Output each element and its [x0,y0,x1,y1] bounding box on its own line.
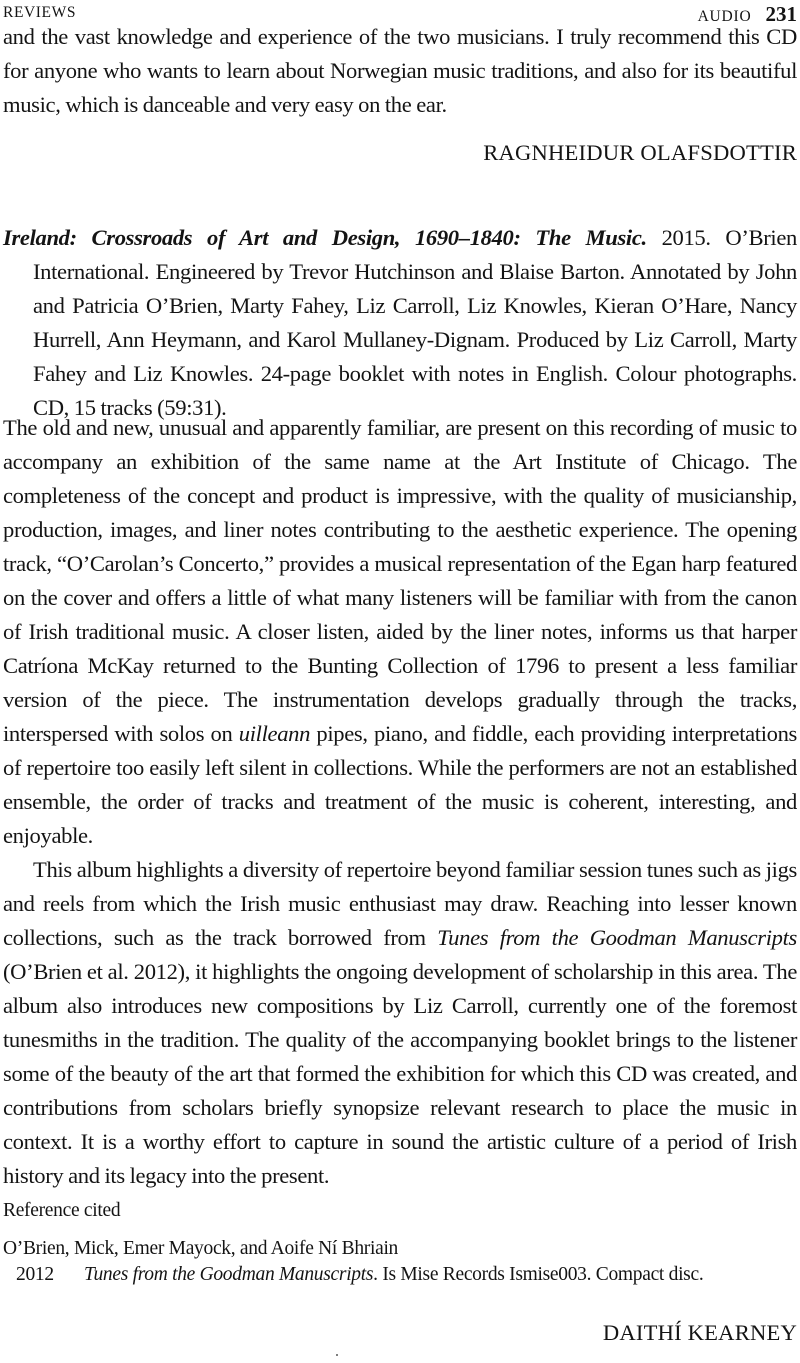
references-heading: Reference cited [3,1200,121,1221]
paragraph-text: The old and new, unusual and apparently familiar, are present on this recording of music to accompany an exhibition of the same name at the Art Institute of Chicago. The completeness of the concept and product is impressive, with the quality of musicianship, production, images, and liner notes contributing to the aesthetic experience. The opening track, “O’Carolan’s Concerto,” provides a musical representation of the Egan harp featured on the cover and offers a little of what many listeners will be familiar with from the canon of Irish traditional music. A closer listen, aided by the liner notes, informs us that harper Catríona McKay returned to the Bunting Collection of 1796 to present a less familiar version of the piece. The instrumentation develops gradually through the tracks, interspersed with solos on [3,415,797,746]
reference-year: 2012 [16,1264,54,1285]
reference-authors: O’Brien, Mick, Emer Mayock, and Aoife Ní Bhriain [3,1238,399,1259]
previous-review-closing [3,20,797,122]
album-details: 2015. O’Brien International. Engineered by Trevor Hutchinson and Blaise Barton. Annotated by John and Patricia O’Brien, Marty Fahey, Liz Carroll, Liz Knowles, Kieran O’Hare, Nancy Hurrell, Ann Heymann, and Karol Mullaney-Dignam. Produced by Liz Carroll, Marty Fahey and Liz Knowles. 24-page booklet with notes in English. Colour photographs. CD, 15 tracks (59:31). [33,225,797,420]
review-paragraph-1 [3,411,797,853]
album-title: Ireland: Crossroads of Art and Design, 1690–1840: The Music. [3,225,647,250]
paragraph-text: (O’Brien et al. 2012), it highlights the ongoing development of scholarship in this area. The album also introduces new compositions by Liz Carroll, currently one of the foremost tunesmiths in the tradition. The quality of the accompanying booklet brings to the listener some of the beauty of the art that formed the exhibition for which this CD was created, and contributions from scholars briefly synopsize relevant research to place the music in context. It is a worthy effort to capture in sound the artistic culture of a period of Irish history and its legacy into the present. [3,959,797,1188]
review-body [3,411,797,1193]
citation-block [3,221,797,425]
scan-artifact [336,1354,338,1356]
paragraph-text: This album highlights a diversity of repertoire beyond familiar session tunes such as jigs and reels from which the Irish music enthusiast may draw. Reaching into lesser known collections, such as the track borrowed from [3,857,797,950]
reference-title: Tunes from the Goodman Manuscripts [84,1264,374,1285]
italic-term: uilleann [238,721,311,746]
review-paragraph-2 [3,853,797,1193]
journal-section-label: REVIEWS [3,4,77,21]
previous-reviewer-signature: RAGNHEIDUR OLAFSDOTTIR [483,140,797,165]
page-number: 231 [765,2,797,26]
review-citation [3,221,797,425]
italic-title: Tunes from the Goodman Manuscripts [437,925,797,950]
paragraph-text: pipes, piano, and fiddle, each providing interpretations of repertoire too easily left silent in collections. While the performers are not an established ensemble, the order of tracks and treatment of the music is coherent, interesting, and enjoyable. [3,721,797,848]
reference-body [84,1262,784,1288]
reference-details: . Is Mise Records Ismise003. Compact disc. [373,1264,704,1285]
previous-review-paragraph: and the vast knowledge and experience of the two musicians. I truly recommend this CD for anyone who wants to learn about Norwegian music traditions, and also for its beautiful music, which is danceable and very easy on the ear. [3,24,797,117]
reviewer-signature: DAITHÍ KEARNEY [602,1320,797,1345]
subsection-label: AUDIO [697,8,752,25]
